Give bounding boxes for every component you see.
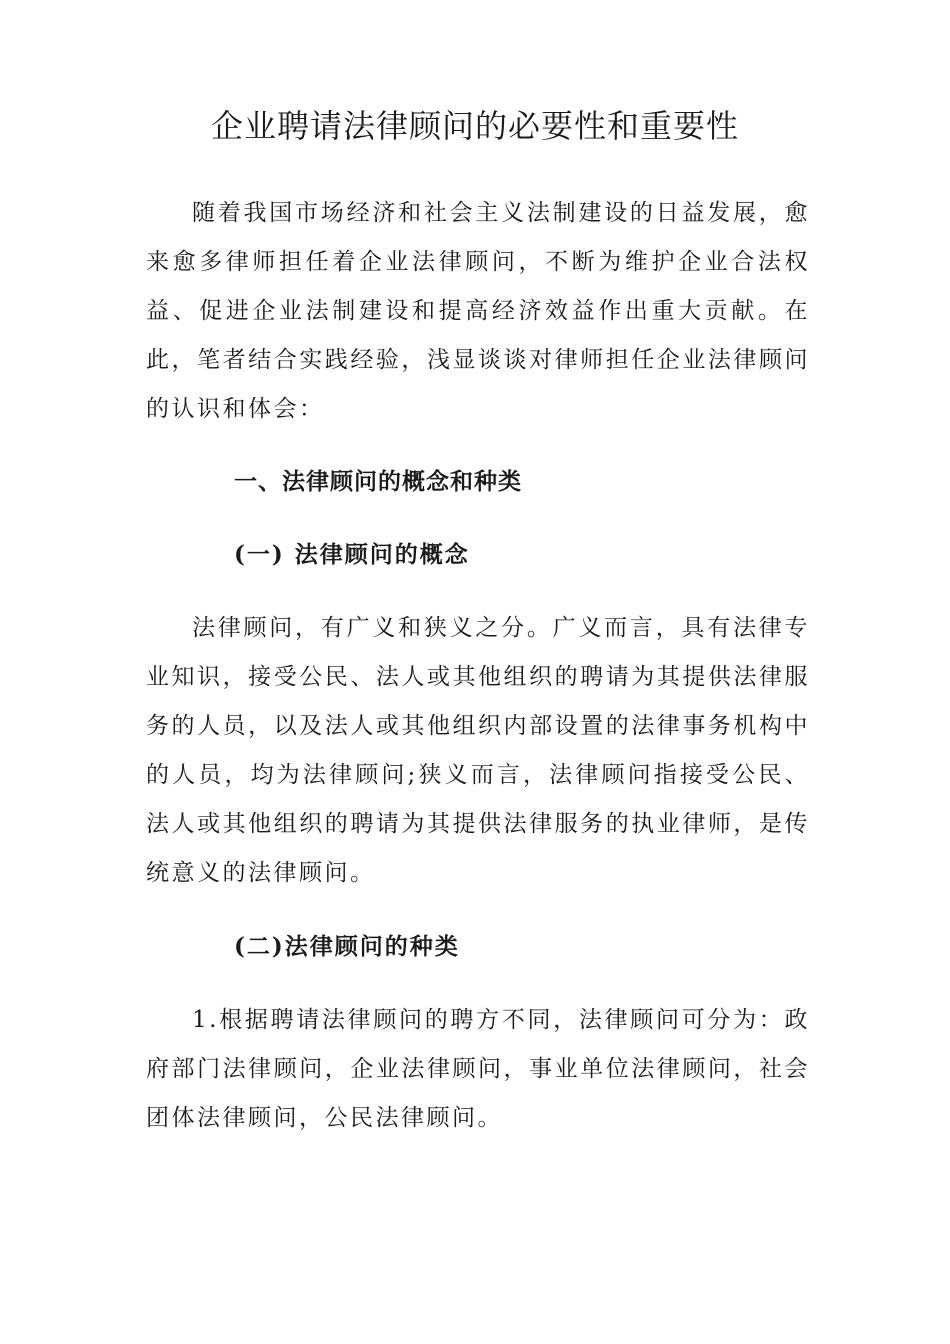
subsection-heading-concept: (一) 法律顾问的概念 xyxy=(234,541,470,568)
section-heading-concept-and-types: 一、法律顾问的概念和种类 xyxy=(234,469,522,495)
types-item-1-paragraph: 1.根据聘请法律顾问的聘方不同，法律顾问可分为：政府部门法律顾问，企业法律顾问，事业单位法律顾问，社会团体法律顾问，公民法律顾问。 xyxy=(146,1007,810,1131)
subsection-heading-types: (二)法律顾问的种类 xyxy=(234,933,460,960)
document-title: 企业聘请法律顾问的必要性和重要性 xyxy=(210,107,739,145)
intro-paragraph: 随着我国市场经济和社会主义法制建设的日益发展，愈来愈多律师担任着企业法律顾问，不断为维护企业合法权益、促进企业法制建设和提高经济效益作出重大贡献。在此，笔者结合实践经验，浅显谈谈对律师担任企业法律顾问的认识和体会： xyxy=(146,200,810,422)
concept-paragraph: 法律顾问，有广义和狭义之分。广义而言，具有法律专业知识，接受公民、法人或其他组织的聘请为其提供法律服务的人员，以及法人或其他组织内部设置的法律事务机构中的人员，均为法律顾问;狭义而言，法律顾问指接受公民、法人或其他组织的聘请为其提供法律服务的执业律师，是传统意义的法律顾问。 xyxy=(146,615,810,886)
